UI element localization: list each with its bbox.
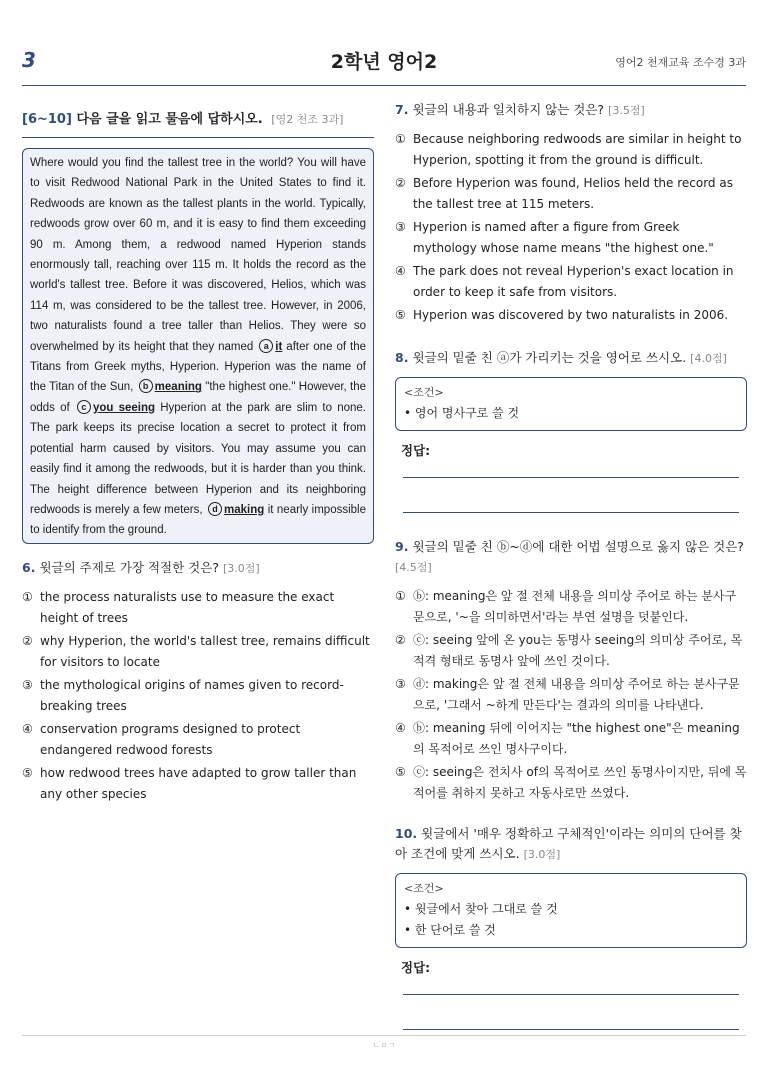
- condition-item: • 영어 명사구로 쓸 것: [404, 406, 520, 420]
- option-number: ④: [22, 721, 33, 736]
- q6-option-3[interactable]: [22, 675, 374, 717]
- q6-option-2[interactable]: [22, 631, 374, 673]
- answer-line[interactable]: [403, 978, 739, 995]
- question-number: 8.: [395, 350, 409, 365]
- option-number: ⑤: [395, 765, 406, 779]
- option-text: the process naturalists use to measure the exact height of trees: [40, 589, 335, 625]
- answer-label: 정답:: [401, 443, 431, 458]
- question-7: [395, 100, 747, 326]
- option-number: ⑤: [22, 765, 33, 780]
- q9-option-4[interactable]: [395, 718, 747, 760]
- question-number: 9.: [395, 539, 409, 554]
- option-text: conservation programs designed to protect endangered redwood forests: [40, 721, 301, 757]
- question-points: [4.5점]: [395, 561, 432, 574]
- option-text: how redwood trees have adapted to grow taller than any other species: [40, 765, 357, 801]
- option-text: ⓒ: seeing 앞에 온 you는 동명사 seeing의 의미상 주어로, 목적격 형태로 동명사 앞에 쓰인 것이다.: [413, 633, 743, 668]
- condition-label: <조건>: [404, 882, 444, 895]
- marker-c: c: [77, 400, 91, 414]
- option-number: ②: [395, 633, 406, 647]
- option-number: ①: [395, 132, 406, 146]
- question-10: [395, 824, 747, 1030]
- question-8: [395, 348, 747, 513]
- question-6-stem: [22, 558, 374, 579]
- condition-box: [395, 377, 747, 431]
- answer-line[interactable]: [403, 995, 739, 1030]
- q7-option-4[interactable]: [395, 261, 747, 303]
- option-text: ⓒ: seeing은 전치사 of의 목적어로 쓰인 동명사이지만, 뒤에 목적어를 취하지 못하고 자동사로만 쓰였다.: [413, 765, 747, 800]
- page-footer: ㄴㅇㄱ: [372, 1041, 396, 1050]
- section-range: [6~10]: [22, 112, 72, 127]
- option-number: ②: [22, 633, 33, 648]
- option-text: ⓓ: making은 앞 절 전체 내용을 의미상 주어로 하는 분사구문으로, '그래서 ~하게 만든다'는 결과의 의미를 나타낸다.: [413, 677, 740, 712]
- option-text: The park does not reveal Hyperion's exact location in order to keep it safe from visitors.: [413, 264, 734, 299]
- underlined-c: you seeing: [92, 401, 156, 414]
- section-title: [22, 100, 374, 138]
- question-9-stem: [395, 537, 747, 578]
- section-source: [영2 천조 3과]: [271, 113, 344, 126]
- option-text: why Hyperion, the world's tallest tree, remains difficult for visitors to locate: [40, 633, 370, 669]
- question-10-stem: [395, 824, 747, 865]
- option-number: ④: [395, 264, 406, 278]
- passage-text: it nearly impossible to identify from the ground.: [30, 503, 366, 537]
- option-number: ①: [395, 589, 406, 603]
- option-number: ④: [395, 721, 406, 735]
- q7-option-1[interactable]: [395, 129, 747, 171]
- question-text: 윗글의 밑줄 친 ⓑ~ⓓ에 대한 어법 설명으로 옳지 않은 것은?: [412, 539, 744, 554]
- question-points: [3.0점]: [523, 848, 561, 861]
- option-number: ③: [395, 220, 406, 234]
- answer-line[interactable]: [403, 478, 739, 513]
- passage-text: after one of the Titans from Greek myths, Hyperion. Hyperion was the name of the Titan of the Sun,: [30, 340, 366, 394]
- question-8-stem: [395, 348, 747, 369]
- option-text: the mythological origins of names given to record-breaking trees: [40, 677, 344, 713]
- option-number: ③: [395, 677, 406, 691]
- question-points: [4.0점]: [690, 352, 727, 365]
- option-text: Hyperion was discovered by two naturalists in 2006.: [413, 308, 729, 322]
- section-instruction: 다음 글을 읽고 물음에 답하시오.: [76, 112, 263, 127]
- q7-option-2[interactable]: [395, 173, 747, 215]
- question-text: 윗글의 내용과 일치하지 않는 것은?: [412, 102, 605, 117]
- underlined-d: making: [223, 503, 265, 516]
- question-text: 윗글의 밑줄 친 ⓐ가 가리키는 것을 영어로 쓰시오.: [412, 350, 687, 365]
- option-text: Before Hyperion was found, Helios held the record as the tallest tree at 115 meters.: [413, 176, 733, 211]
- question-points: [3.0점]: [222, 561, 260, 575]
- q7-option-5[interactable]: [395, 305, 747, 326]
- question-points: [3.5점]: [608, 104, 645, 117]
- passage-text: Where would you find the tallest tree in the world? You will have to visit Redwood National Park in the United States to find it. Redwoods are known as the tallest plants in the world. Typically, redwoods grow over 60 m, and it is easy to find them exceeding 90 m. Among them, a redwood named Hyperion stands enormously tall, reaching over 115 m. It holds the record as the world's tallest tree. Before it was discovered, Helios, which was 114 m, was considered to be the tallest tree. However, in 2006, two naturalists found a tree taller than Helios. They were so overwhelmed by its height that they named: [30, 157, 366, 353]
- option-number: ①: [22, 589, 33, 604]
- marker-b: b: [139, 379, 153, 393]
- page-subtitle: 영어2 천재교육 조수경 3과: [615, 56, 746, 69]
- passage-text: Hyperion at the park are slim to none. The park keeps its precise location a secret to protect it from potential harm caused by visitors. You may assume you can easily find it among the redwoods, but it is harder than you think. The height difference between Hyperion and its neighboring redwoods is merely a few meters,: [30, 401, 366, 516]
- answer-label: 정답:: [401, 960, 431, 975]
- question-number: 10.: [395, 826, 418, 841]
- underlined-a: it: [275, 340, 283, 353]
- option-text: Because neighboring redwoods are similar in height to Hyperion, spotting it from the ground is difficult.: [413, 132, 742, 167]
- underlined-b: meaning: [154, 381, 202, 394]
- q9-option-1[interactable]: [395, 586, 747, 628]
- option-number: ③: [22, 677, 33, 692]
- q9-option-5[interactable]: [395, 762, 747, 804]
- marker-d: d: [208, 502, 222, 516]
- option-text: Hyperion is named after a figure from Greek mythology whose name means "the highest one.": [413, 220, 714, 255]
- page-title: 2학년 영어2: [330, 51, 438, 73]
- q7-option-3[interactable]: [395, 217, 747, 259]
- footer-divider: [22, 1035, 746, 1036]
- question-number: 7.: [395, 102, 409, 117]
- answer-line[interactable]: [403, 461, 739, 478]
- q6-option-1[interactable]: [22, 587, 374, 629]
- page-header: [22, 40, 746, 86]
- question-text: 윗글의 주제로 가장 적절한 것은?: [39, 559, 219, 575]
- option-text: ⓑ: meaning 뒤에 이어지는 "the highest one"은 meaning의 목적어로 쓰인 명사구이다.: [413, 721, 740, 756]
- passage-text: "the highest one." However, the odds of: [30, 381, 367, 414]
- page-number: 3: [22, 48, 36, 72]
- left-column: [22, 100, 374, 807]
- option-number: ⑤: [395, 308, 406, 322]
- question-text: 윗글에서 '매우 정확하고 구체적인'이라는 의미의 단어를 찾아 조건에 맞게 쓰시오.: [395, 826, 742, 861]
- q9-option-2[interactable]: [395, 630, 747, 672]
- right-column: [395, 100, 747, 1030]
- option-number: ②: [395, 176, 406, 190]
- q6-option-4[interactable]: [22, 719, 374, 761]
- condition-label: <조건>: [404, 386, 444, 399]
- question-7-stem: [395, 100, 747, 121]
- condition-box: [395, 873, 747, 948]
- question-6: [22, 558, 374, 805]
- q6-option-5[interactable]: [22, 763, 374, 805]
- condition-item: • 한 단어로 쓸 것: [404, 923, 496, 937]
- question-9: [395, 537, 747, 804]
- marker-a: a: [259, 339, 273, 353]
- reading-passage: [22, 148, 374, 544]
- q9-option-3[interactable]: [395, 674, 747, 716]
- option-text: ⓑ: meaning은 앞 절 전체 내용을 의미상 주어로 하는 분사구문으로, '~을 의미하면서'라는 부연 설명을 덧붙인다.: [413, 589, 737, 624]
- question-number: 6.: [22, 559, 36, 575]
- condition-item: • 윗글에서 찾아 그대로 쓸 것: [404, 902, 558, 916]
